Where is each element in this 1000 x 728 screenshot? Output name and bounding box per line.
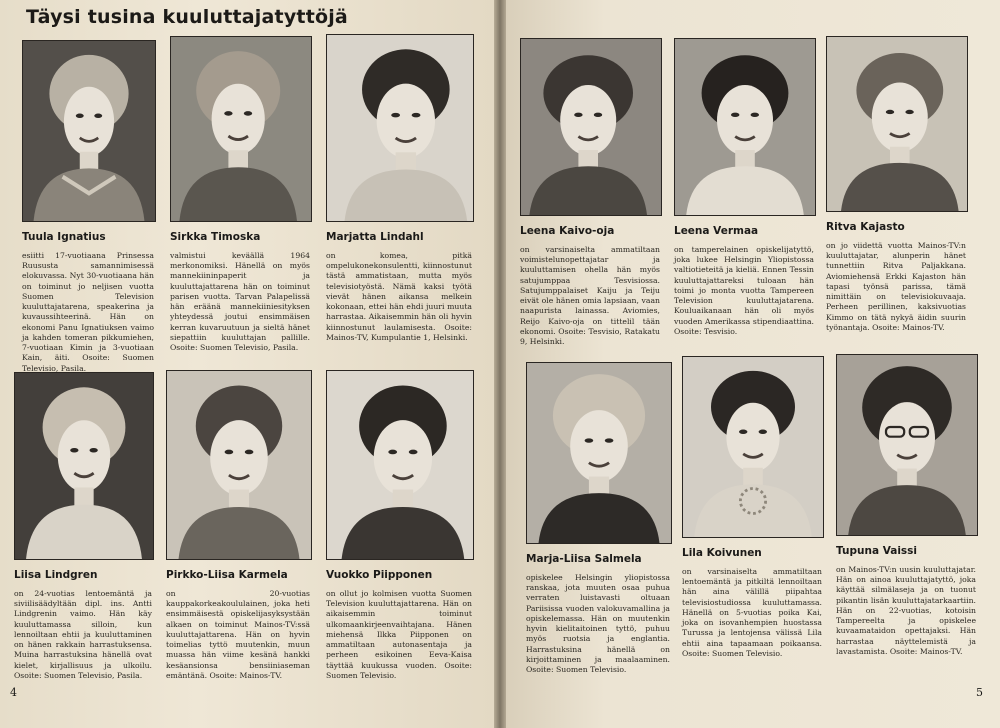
- person-name: Pirkko-Liisa Karmela: [166, 569, 288, 581]
- person-name: Sirkka Timoska: [170, 231, 261, 243]
- portrait-photo: [836, 354, 978, 536]
- portrait-photo: [14, 372, 154, 560]
- profile-leena-kaivo-oja: [520, 38, 660, 347]
- portrait-photo: [170, 36, 312, 222]
- profile-marjatta-lindahl: [326, 34, 472, 343]
- person-name: Tuula Ignatius: [22, 231, 106, 243]
- profile-lila-koivunen: [682, 356, 822, 659]
- person-bio: on ollut jo kolmisen vuotta Suomen Television kuuluttajattarena. Hän on aikaisemmin toiminut ulkomaankirjeenvaihtajana. Hänen miehensä Ilkka Piipponen on ammatiltaan autonasentaja ja perheen esikoinen Eeva-Kaisa täyttää kuukussa vuoden. Osoite: Suomen Televisio.: [326, 589, 472, 680]
- person-bio: on 24-vuotias lentoemäntä ja siviilisäädyltään dipl. ins. Antti Lindgrenin vaimo. Hän käy kuuluttamassa silloin, kun lennoiltaan ehtii ja kuuluttaminen on hänen rakkain harrastuksensa. Muina harrastuksina hänellä ovat kielet, kirjallisuus ja ulkoilu. Osoite: Suomen Televisio, Pasila.: [14, 589, 152, 680]
- page-number-right: 5: [976, 686, 983, 699]
- profile-marja-liisa-salmela: [526, 362, 670, 675]
- person-bio: on varsinaiselta ammatiltaan lentoemäntä ja pitkiltä lennoiltaan hän aina välillä piipahtaa televisiostudiossa kuuluttamassa. Hänellä on 5-vuotias poika Kai, joka on isovanhempien huostassa Turussa ja lentojensa välissä Lila ehtii aina tapaamaan poikaansa. Osoite: Suomen Televisio.: [682, 567, 822, 658]
- profile-liisa-lindgren: [14, 372, 152, 681]
- portrait-photo: [326, 370, 474, 560]
- portrait-photo: [22, 40, 156, 222]
- person-bio: on 20-vuotias kauppakorkeakoululainen, joka heti ensimmäisestä opiskelijasyksystään alkaen on toiminut Mainos-TV:ssä kuuluttajattarena. Hän on hyvin toimelias tyttö muutenkin, muun muassa hän viime kesänä hankki kesäansionsa bensiiniaseman emäntänä. Osoite: Mainos-TV.: [166, 589, 310, 680]
- person-bio: valmistui keväällä 1964 merkonomiksi. Hänellä on myös mannekiininpaperit ja kuuluttajattarena hän on toiminut parisen vuotta. Tarvan Palapelissä hän eräänä mannekiiniesityksen yhteydessä joutui ensimmäisen kerran kuvaruutuun ja sieltä hänet siepattiin kuuluttajan pallille. Osoite: Suomen Televisio, Pasila.: [170, 251, 310, 353]
- person-name: Lila Koivunen: [682, 547, 762, 559]
- person-name: Vuokko Piipponen: [326, 569, 433, 581]
- person-name: Tupuna Vaissi: [836, 545, 918, 557]
- page-number-left: 4: [10, 686, 17, 699]
- portrait-photo: [520, 38, 662, 216]
- person-bio: on varsinaiselta ammatiltaan voimistelunopettajatar ja kuuluttamisen ohella hän myös satujumppaa Tesvisiossa. Satujumppalaiset Kaiju ja Teiju eivät ole hänen omia lapsiaan, vaan naapurista lainassa. Aviomies, Reijo Kaivo-oja on tittelil tään ekonomi. Osoite: Tesvisio, Ratakatu 9, Helsinki.: [520, 245, 660, 347]
- person-name: Liisa Lindgren: [14, 569, 98, 581]
- profile-tuula-ignatius: [22, 40, 154, 374]
- profile-vuokko-piipponen: [326, 370, 472, 681]
- portrait-photo: [682, 356, 824, 538]
- article-title: Täysi tusina kuuluttajatyttöjä: [26, 6, 348, 28]
- person-bio: opiskelee Helsingin yliopistossa ranskaa, jota muuten osaa puhua verraten luistavasti oltuaan Pariisissa vuoden valokuvamallina ja opiskelemassa. Hän on muutenkin hyvin kielitaitoinen tyttö, puhuu myös ruotsia ja englantia. Harrastuksina hänellä on kirjoittaminen ja maalaaminen. Osoite: Suomen Televisio.: [526, 573, 670, 675]
- person-bio: on komea, pitkä ompelukonekonsulentti, kiinnostunut tästä ammatistaan, mutta myös televisiotyöstä. Nämä kaksi työtä vievät hänen aikansa melkein kokonaan, ettei hän ehdi juuri muuta harrastaa. Aikaisemmin hän oli hyvin kiinnostunut laulamisesta. Osoite: Mainos-TV, Kumpulantie 1, Helsinki.: [326, 251, 472, 342]
- person-name: Marja-Liisa Salmela: [526, 553, 642, 565]
- portrait-photo: [674, 38, 816, 216]
- portrait-photo: [826, 36, 968, 212]
- profile-ritva-kajasto: [826, 36, 966, 333]
- left-page: [0, 0, 494, 728]
- person-bio: on tamperelainen opiskelijatyttö, joka lukee Helsingin Yliopistossa valtiotieteitä ja kieliä. Ennen Tessin kuuluttajattareksi tuloaan hän toimi jo monta vuotta Tampereen Television kuuluttajatarena. Kouluaikanaan hän oli myös vuoden Amerikassa stipendiaattina. Osoite: Tesvisio.: [674, 245, 814, 336]
- person-name: Leena Vermaa: [674, 225, 759, 237]
- person-name: Marjatta Lindahl: [326, 231, 424, 243]
- person-bio: on jo viidettä vuotta Mainos-TV:n kuuluttajatar, alunperin hänet tunnettiin Ritva Paljakkana. Aviomiehensä Erkki Kajaston hän tapasi työnsä parissa, tämä nimittäin on televisiokuvaaja. Perheen perillinen, kaksivuotias Kimmo on tätä nykyä äidin suurin työnantaja. Osoite: Mainos-TV.: [826, 241, 966, 332]
- portrait-photo: [326, 34, 474, 222]
- person-name: Leena Kaivo-oja: [520, 225, 615, 237]
- person-name: Ritva Kajasto: [826, 221, 905, 233]
- portrait-photo: [166, 370, 312, 560]
- person-bio: on Mainos-TV:n uusin kuuluttajatar. Hän on ainoa kuuluttajatyttö, joka käyttää silmälaseja ja on tuonut pikantin lisän kuuluttajatarkaartiin. Hän on 22-vuotias, kotoisin Tampereelta ja opiskelee kuvaamataidon opettajaksi. Hän harrastaa näyttelemistä ja lavastamista. Osoite: Mainos-TV.: [836, 565, 976, 656]
- binding-gutter: [494, 0, 506, 728]
- portrait-photo: [526, 362, 672, 544]
- profile-leena-vermaa: [674, 38, 814, 337]
- right-page: [506, 0, 1000, 728]
- person-bio: esiitti 17-vuotiaana Prinsessa Ruususta samannimisessä elokuvassa. Nyt 30-vuotiaana hän on toiminut jo neljisen vuotta Suomen Television kuuluttajatarena, speakerina ja kuvaussihteerinä. Hän on ekonomi Panu Ignatiuksen vaimo ja kahden tomeran pikkumiehen, 7-vuotiaan Kimin ja 3-vuotiaan Kain, äiti. Osoite: Suomen Televisio, Pasila.: [22, 251, 154, 373]
- profile-pirkko-liisa-karmela: [166, 370, 310, 681]
- profile-sirkka-timoska: [170, 36, 310, 353]
- profile-tupuna-vaissi: [836, 354, 976, 657]
